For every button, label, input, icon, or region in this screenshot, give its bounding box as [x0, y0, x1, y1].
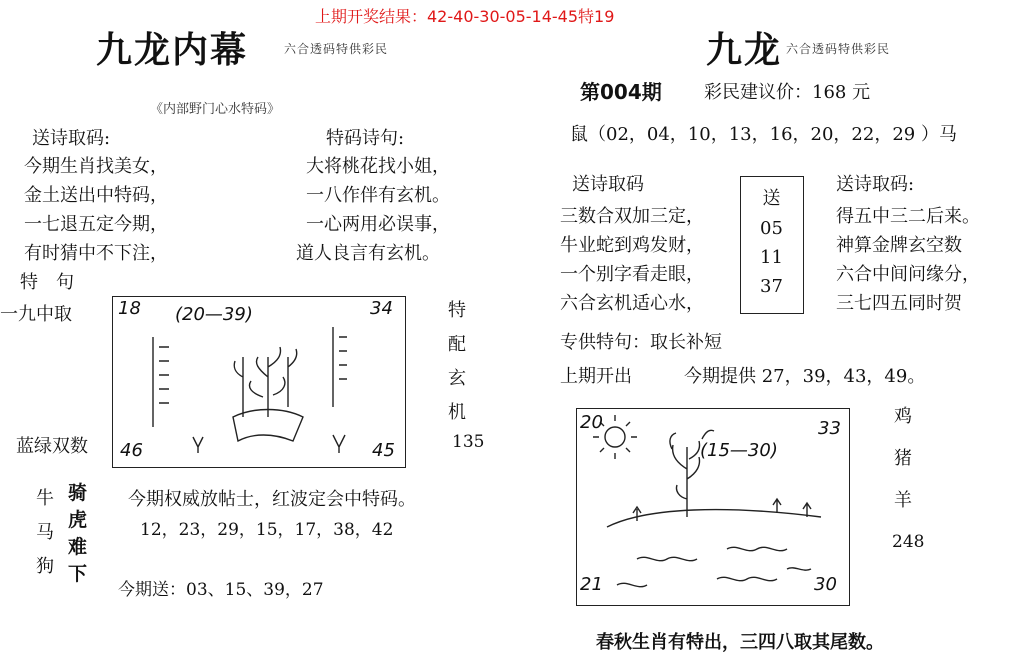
- right-poem-line-right: 得五中三二后来。: [836, 206, 980, 227]
- left-poem-line: 一七退五定今期，: [24, 214, 168, 235]
- special-sentence: 专供特句：取长补短: [560, 332, 722, 353]
- left-poem-head-right: 特码诗句:: [326, 128, 405, 149]
- right-sketch: [576, 408, 850, 606]
- zodiac-right: [68, 478, 87, 586]
- special-label: 特 句: [20, 272, 74, 293]
- side-char: 玄: [448, 368, 466, 389]
- left-subtitle: 六合透码特供彩民: [284, 42, 389, 56]
- right-poem-line: 六合玄机适心水，: [560, 293, 704, 314]
- zodiac-char: 下: [68, 563, 88, 585]
- right-title: 九龙: [706, 29, 783, 71]
- left-side-number: 135: [452, 432, 485, 452]
- provide-numbers: 今期提供 27，39，43，49。: [684, 366, 926, 387]
- left-plant-sketch: [113, 297, 405, 467]
- left-sketch-tr: 34: [370, 298, 393, 319]
- zodiac-char: 牛: [36, 488, 54, 509]
- left-poem-line-right: 大将桃花找小姐，: [306, 156, 450, 177]
- right-side-number: 248: [892, 532, 925, 552]
- send-box-number: 05: [760, 218, 783, 239]
- left-poem-line-right: 一八作伴有玄机。: [306, 185, 450, 206]
- right-poem-head-left: 送诗取码: [572, 174, 644, 195]
- price: 彩民建议价：168 元: [704, 82, 871, 103]
- footer-line: 春秋生肖有特出，三四八取其尾数。: [596, 632, 884, 653]
- authority-text: 今期权威放帖士，红波定会中特码。: [128, 489, 416, 510]
- send-box-content: [760, 184, 783, 297]
- issue-number: 第004期: [580, 80, 662, 104]
- left-poem-line: 今期生肖找美女，: [24, 156, 168, 177]
- left-title: 九龙内幕: [96, 29, 249, 71]
- right-poem-line: 牛业蛇到鸡发财，: [560, 235, 704, 256]
- zodiac-char: 骑: [68, 482, 88, 504]
- last-open-label: 上期开出: [560, 366, 632, 387]
- special-text: 一九中取: [0, 304, 72, 325]
- right-sketch-tr: 33: [818, 418, 841, 439]
- right-sketch-br: 30: [814, 574, 837, 595]
- right-sketch-bl: 21: [580, 574, 603, 595]
- left-sketch-bl: 46: [120, 440, 143, 461]
- right-sketch-tl: 20: [580, 412, 603, 433]
- zodiac-char: 虎: [68, 509, 88, 531]
- color-label: 蓝绿双数: [16, 436, 88, 457]
- left-poem-line: 金土送出中特码，: [24, 185, 168, 206]
- send-box-number: 37: [760, 276, 783, 297]
- side-char: 机: [448, 402, 466, 423]
- right-side-char: 猪: [894, 448, 912, 469]
- left-poem-head-left: 送诗取码:: [32, 128, 111, 149]
- left-sketch-br: 45: [372, 440, 395, 461]
- right-poem-line: 三数合双加三定，: [560, 206, 704, 227]
- left-sketch: [112, 296, 406, 468]
- zodiac-char: 难: [68, 536, 88, 558]
- shu-line: 鼠（02，04，10，13，16，20，22，29 ）马: [570, 124, 957, 145]
- left-side-vertical: [448, 296, 466, 424]
- right-poem-line-right: 三七四五同时贺: [836, 293, 962, 314]
- right-poem-line: 一个别字看走眼，: [560, 264, 704, 285]
- today-send: 今期送：03、15、39，27: [118, 580, 324, 600]
- right-landscape-sketch: [577, 409, 849, 605]
- side-char: 特: [448, 300, 466, 321]
- side-char: 配: [448, 334, 466, 355]
- left-poem-line: 有时猜中不下注，: [24, 243, 168, 264]
- right-poem-line-right: 六合中间问缘分，: [836, 264, 980, 285]
- left-poem-line-right: 一心两用必误事，: [306, 214, 450, 235]
- left-sketch-range: (20—39): [175, 304, 253, 325]
- send-box-label: 送: [762, 188, 781, 209]
- right-side-char: 羊: [894, 490, 912, 511]
- right-sketch-range: (15—30): [700, 440, 778, 461]
- send-box-number: 11: [760, 247, 783, 268]
- zodiac-char: 狗: [36, 556, 54, 577]
- last-draw-result: 上期开奖结果：42-40-30-05-14-45特19: [315, 7, 615, 26]
- zodiac-left: [36, 484, 54, 578]
- left-subheader: 《内部野门心水特码》: [150, 102, 281, 117]
- zodiac-char: 马: [36, 522, 54, 543]
- left-sketch-tl: 18: [118, 298, 141, 319]
- right-poem-line-right: 神算金牌玄空数: [836, 235, 962, 256]
- left-number-list: 12，23，29，15，17，38，42: [140, 520, 394, 540]
- right-subtitle: 六合透码特供彩民: [786, 42, 891, 56]
- left-poem-line-right: 道人良言有玄机。: [296, 243, 440, 264]
- right-side-char: 鸡: [894, 406, 912, 427]
- right-poem-head-right: 送诗取码:: [836, 174, 915, 195]
